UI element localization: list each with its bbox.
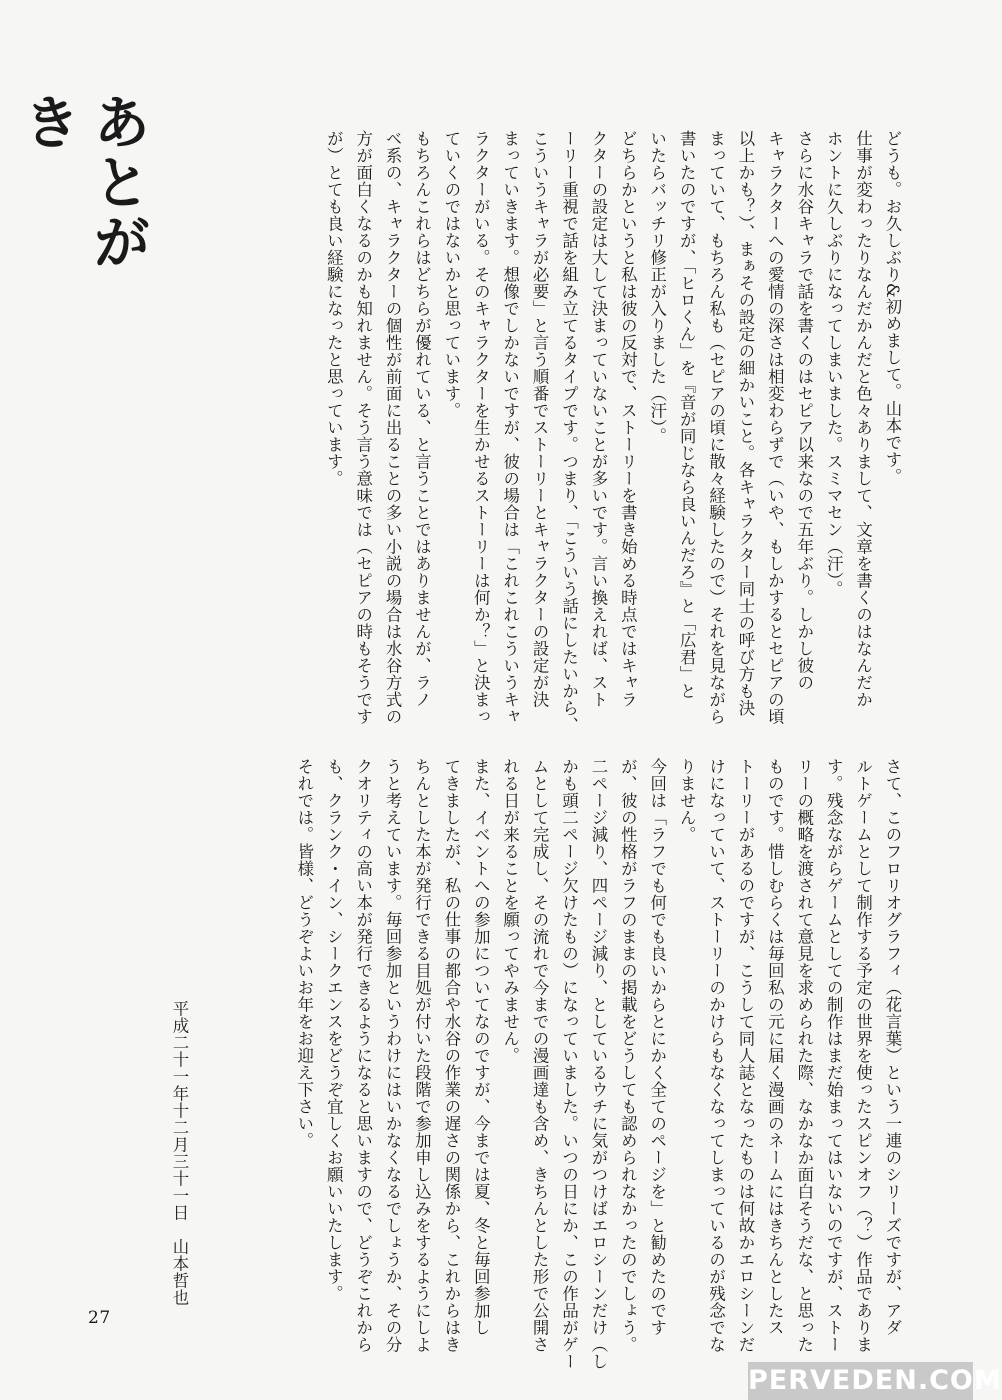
text-line: もちろんこれらはどちらが優れている、と言うことではありませんが、ラノ <box>412 130 432 708</box>
text-line: てきましたが、私の仕事の都合や水谷の作業の遅さの関係から、これからはき <box>441 758 461 1353</box>
text-line: キャラクターへの愛情の深さは相変わらずで（いや、もしかするとセピアの頃 <box>765 130 785 725</box>
text-line: クターの設定は大して決まっていないことが多いです。言い換えれば、スト <box>588 130 608 708</box>
text-line: また、イベントへの参加についてなのですが、今までは夏、冬と毎回参加し <box>471 758 491 1336</box>
text-line: れる日が来ることを願ってやみません。 <box>500 758 520 1064</box>
text-line: 今回は「ラフでも何でも良いからとにかく全てのページを」と勧めたのです <box>647 758 667 1336</box>
text-line: かも頭二ページ欠けたもの）になっていました。いつの日にか、この作品がゲー <box>559 758 579 1370</box>
text-line: りません。 <box>677 758 697 843</box>
text-line: まっていて、もちろん私も（セピアの頃に散々経験したので）それを見ながら <box>706 130 726 725</box>
text-line: ラクターがいる。そのキャラクターを生かせるストーリーは何か？」と決まっ <box>471 130 491 725</box>
text-line: 以上かも？）、まぁその設定の細かいこと。各キャラクター同士の呼び方も決 <box>735 130 755 717</box>
text-line: す。残念ながらゲームとしての制作はまだ始まってはいないのですが、ストー <box>824 758 844 1353</box>
text-line: どうも。お久しぶり&初めまして。山本です。 <box>883 130 902 486</box>
text-line: ものです。惜しむらくは毎回私の元に届く漫画のネームにはきちんとしたス <box>765 758 785 1336</box>
text-line: こういうキャラが必要」と言う順番でストーリーとキャラクターの設定が決 <box>530 130 550 708</box>
text-line: ーリー重視で話を組み立てるタイプです。つまり、「こういう話にしたいから、 <box>559 130 579 734</box>
text-line: トーリーがあるのですが、こうして同人誌となったものは何故かエロシーンだ <box>735 758 755 1353</box>
watermark-logo: PERVEDEN.COM <box>748 1362 973 1400</box>
text-line: クオリティの高い本が発行できるようになると思いますので、どうぞこれから <box>353 758 373 1353</box>
text-line: ちんとした本が発行できる目処が付いた段階で参加申し込みをするようにしよ <box>412 758 432 1353</box>
text-line: うと考えています。毎回参加というわけにはいかなくなるでしょうか、その分 <box>383 758 403 1353</box>
text-line: さらに水谷キャラで話を書くのはセピア以来なので五年ぶり。しかし彼の <box>794 130 814 691</box>
text-line: それでは。皆様、どうぞよいお年をお迎え下さい。 <box>294 758 314 1149</box>
text-line: リーの概略を渡されて意見を求められた際、なかなか面白そうだな、と思った <box>794 758 814 1353</box>
afterword-bottom-block <box>294 758 907 1370</box>
text-line: 仕事が変わったりなんだかんだと色々ありまして、文章を書くのはなんだか <box>853 130 873 708</box>
text-line: ていくのではないかと思っています。 <box>441 130 461 419</box>
date-signature: 平成二十一年十二月三十一日 山本哲也 <box>170 1000 189 1306</box>
text-line: も、クランク・イン、シークエンスをどうぞ宜しくお願いいたします。 <box>324 758 344 1302</box>
text-line: いたらバッチリ修正が入りました（汗）。 <box>647 130 667 445</box>
text-line: どちらかというと私は彼の反対で、ストーリーを書き始める時点ではキャラ <box>618 130 638 708</box>
text-line: ホントに久しぶりになってしまいました。スミマセン（汗）。 <box>824 130 844 598</box>
text-line: 方が面白くなるのかも知れません。そう言う意味では（セピアの時もそうです <box>353 130 373 725</box>
text-line: ムとして完成し、その流れで今までの漫画達も含め、きちんとした形で公開さ <box>530 758 550 1353</box>
page-number: 27 <box>88 1308 111 1328</box>
text-line: が、彼の性格がラフのままの掲載をどうしても認められなかったのでしょう。 <box>618 758 638 1353</box>
text-line: 二ページ減り、四ページ減り、としているウチに気がつけばエロシーンだけ（し <box>588 758 608 1370</box>
afterword-top-block <box>267 130 907 734</box>
text-line: まっていきます。想像でしかないですが、彼の場合は「これこれこういうキャ <box>500 130 520 725</box>
text-line: けになっていて、ストーリーのかけらもなくなってしまっているのが残念でな <box>706 758 726 1353</box>
text-line: さて、このフロリオグラフィ（花言葉）という一連のシリーズですが、アダ <box>883 758 902 1336</box>
text-line: ルトゲームとして制作する予定の世界を使ったスピンオフ（？）作品でありま <box>853 758 873 1353</box>
text-line: ベ系の、キャラクターの個性が前面に出ることの多い小説の場合は水谷方式の <box>383 130 403 725</box>
page-title: あとがき <box>13 92 151 272</box>
text-line: 書いたのですが、「ヒロくん」を『音が同じなら良いんだろ』と「広君」と <box>677 130 697 700</box>
text-line: が）とても良い経験になったと思っています。 <box>324 130 344 487</box>
